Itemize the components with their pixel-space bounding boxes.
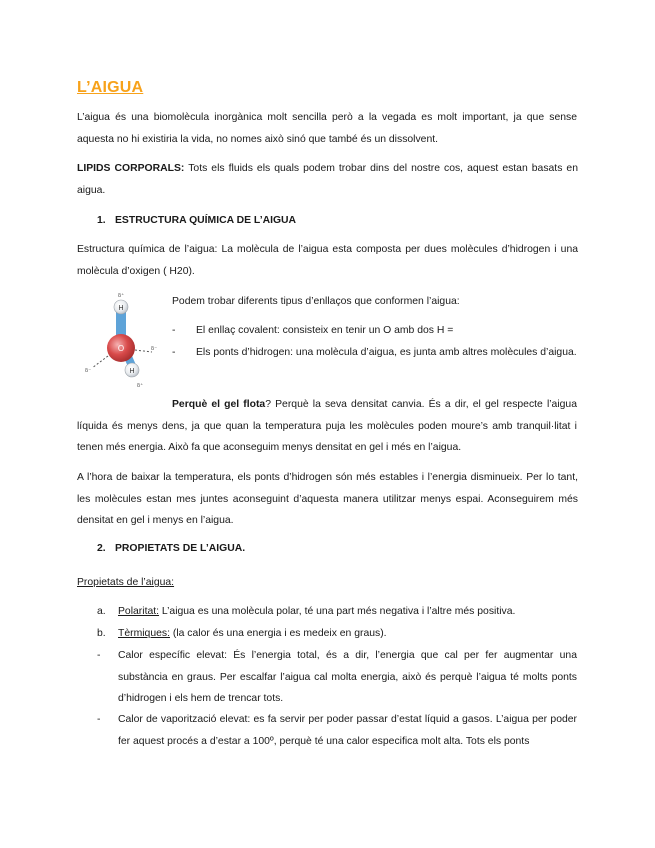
property-item xyxy=(97,709,577,752)
property-marker: b. xyxy=(97,628,106,639)
lipids-text: Tots els fluids els quals podem trobar dins del nostre cos, aquest estan basats en aigua. xyxy=(77,163,578,196)
ice-paragraph xyxy=(77,394,577,459)
property-text xyxy=(118,601,577,623)
charge-label-bottom-right: δ⁺ xyxy=(136,383,144,389)
atom-label-o: O xyxy=(117,344,125,353)
bond-marker: - xyxy=(172,325,176,336)
charge-label-top: δ⁺ xyxy=(117,293,125,299)
ice-answer: Perquè la seva densitat canvia. És a dir, el gel respecte l’aigua líquida és menys dens, ja que quan la temperatura puja les molècules poden moure’s amb tranquil·litat i tenen més energia. Això fa que aconseguim menys densitat en gel i més en l’aigua. xyxy=(77,399,577,453)
section-2-heading xyxy=(97,543,245,554)
property-description: Calor específic elevat: És l’energia total, és a dir, l’energia que cal per fer augmentar una substància en graus. Per escalfar l’aigua cal molta energia, això és perquè l’aigua té molts ponts d’hidrogen i els hem de trencar tots. xyxy=(118,650,577,704)
bond-text: Els ponts d’hidrogen: una molècula d’aigua, es junta amb altres molècules d’aigua. xyxy=(196,347,577,358)
ice-question-mark: ? xyxy=(265,399,271,410)
charge-label-right: δ⁻ xyxy=(150,346,158,352)
property-description: L’aigua es una molècula polar, té una part més negativa i l’altre més positiva. xyxy=(159,606,516,617)
bond-list-item xyxy=(172,342,577,364)
property-item xyxy=(97,623,577,645)
lipids-paragraph xyxy=(77,158,578,201)
bond-marker: - xyxy=(172,347,176,358)
hydrogen-bond-right xyxy=(135,350,152,352)
temperature-paragraph: A l’hora de baixar la temperatura, els ponts d’hidrogen són més estables i l’energia disminueix. Per lo tant, les molècules estan mes juntes aconseguint d’aquesta manera utilitzar menys espai. Aconseguirem més densitat en gel i menys en l’aigua. xyxy=(77,472,578,526)
bond-list-item xyxy=(172,320,577,342)
property-label: Polaritat: xyxy=(118,606,160,617)
section-1-title: ESTRUCTURA QUÍMICA DE L’AIGUA xyxy=(115,215,297,226)
charge-label-left: δ⁻ xyxy=(84,368,92,374)
atom-label-h-top: H xyxy=(118,305,124,312)
water-molecule-image xyxy=(80,290,158,390)
property-text xyxy=(118,623,577,645)
bond-text: El enllaç covalent: consisteix en tenir un O amb dos H = xyxy=(196,325,454,336)
atom-label-h-bottom: H xyxy=(129,368,135,375)
section-1-number: 1. xyxy=(97,215,106,226)
ice-question: Perquè el gel flota xyxy=(172,399,266,410)
structure-paragraph: Estructura química de l’aigua: La molècula de l’aigua esta composta per dues molècules d’hidrogen i una molècula d’oxigen ( H20). xyxy=(77,244,578,277)
section-2-title: PROPIETATS DE L’AIGUA. xyxy=(115,543,246,554)
property-marker: - xyxy=(97,650,101,661)
property-marker: a. xyxy=(97,606,106,617)
hydrogen-bond-left xyxy=(92,356,108,368)
bonds-intro: Podem trobar diferents tipus d’enllaços que conformen l’aigua: xyxy=(172,296,460,307)
property-description: Calor de vaporització elevat: es fa servir per poder passar d’estat líquid a gasos. L’aigua per poder fer aquest procés a d’estar a 100º, perquè té una calor especifica molt alta. Tots els ponts xyxy=(118,714,577,747)
property-marker: - xyxy=(97,714,101,725)
intro-paragraph: L’aigua és una biomolècula inorgànica molt sencilla però a la vegada es molt important, ja que sense aquesta no hi existiria la vida, no nomes això sinó que també és un dissolvent. xyxy=(77,112,577,145)
property-label: Tèrmiques: xyxy=(118,628,170,639)
section-1-heading xyxy=(97,215,296,226)
properties-subtitle xyxy=(77,572,577,594)
document-title: L’AIGUA xyxy=(77,79,144,96)
lipids-label: LIPIDS CORPORALS: xyxy=(77,163,185,174)
property-description: (la calor és una energia i es medeix en graus). xyxy=(169,628,387,639)
properties-subtitle-text: Propietats de l’aigua: xyxy=(77,577,175,588)
property-item xyxy=(97,601,577,623)
section-2-number: 2. xyxy=(97,543,106,554)
property-item xyxy=(97,645,577,710)
